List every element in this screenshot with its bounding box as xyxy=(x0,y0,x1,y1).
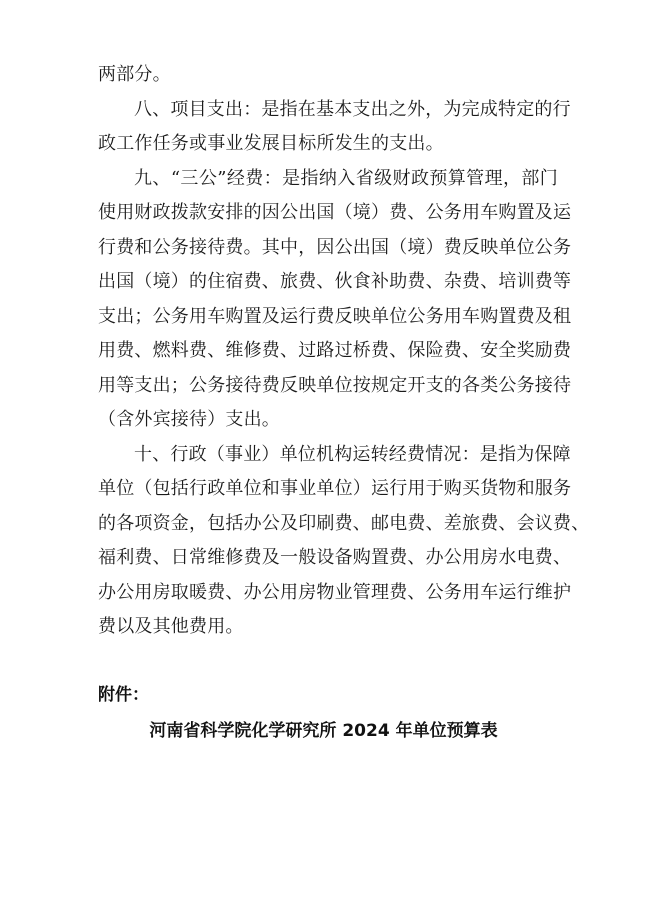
paragraph-9-line-7: 用等支出；公务接待费反映单位按规定开支的各类公务接待 xyxy=(98,374,572,396)
paragraph-9-line-3: 行费和公务接待费。其中，因公出国（境）费反映单位公务 xyxy=(98,236,572,258)
paragraph-10-line-4: 福利费、日常维修费及一般设备购置费、办公用房水电费、 xyxy=(98,547,572,568)
paragraph-9-line-5: 支出；公务用车购置及运行费反映单位公务用车购置费及租 xyxy=(98,305,572,327)
paragraph-8-line-2: 政工作任务或事业发展目标所发生的支出。 xyxy=(98,133,444,154)
paragraph-9-line-2: 使用财政拨款安排的因公出国（境）费、公务用车购置及运 xyxy=(98,202,572,223)
paragraph-9-line-6: 用费、燃料费、维修费、过路过桥费、保险费、安全奖励费 xyxy=(98,340,572,361)
attachment-label: 附件： xyxy=(98,685,149,705)
paragraph-continuation-line: 两部分。 xyxy=(98,64,171,85)
attachment-title[interactable]: 河南省科学院化学研究所 2024 年单位预算表 xyxy=(149,721,498,741)
paragraph-9-line-1: 九、“三公”经费：是指纳入省级财政预算管理，部门 xyxy=(134,167,558,189)
paragraph-8-line-1: 八、项目支出：是指在基本支出之外，为完成特定的行 xyxy=(134,98,571,120)
body-text xyxy=(98,58,590,645)
paragraph-10-line-2: 单位（包括行政单位和事业单位）运行用于购买货物和服务 xyxy=(98,478,572,499)
paragraph-10-line-1: 十、行政（事业）单位机构运转经费情况：是指为保障 xyxy=(134,443,571,465)
paragraph-9-line-8: （含外宾接待）支出。 xyxy=(98,409,280,430)
paragraph-9-line-4: 出国（境）的住宿费、旅费、伙食补助费、杂费、培训费等 xyxy=(98,271,572,292)
paragraph-10-line-3: 的各项资金，包括办公及印刷费、邮电费、差旅费、会议费、 xyxy=(98,512,590,534)
paragraph-10-line-5: 办公用房取暖费、办公用房物业管理费、公务用车运行维护 xyxy=(98,581,572,603)
paragraph-10-line-6: 费以及其他费用。 xyxy=(98,616,244,637)
